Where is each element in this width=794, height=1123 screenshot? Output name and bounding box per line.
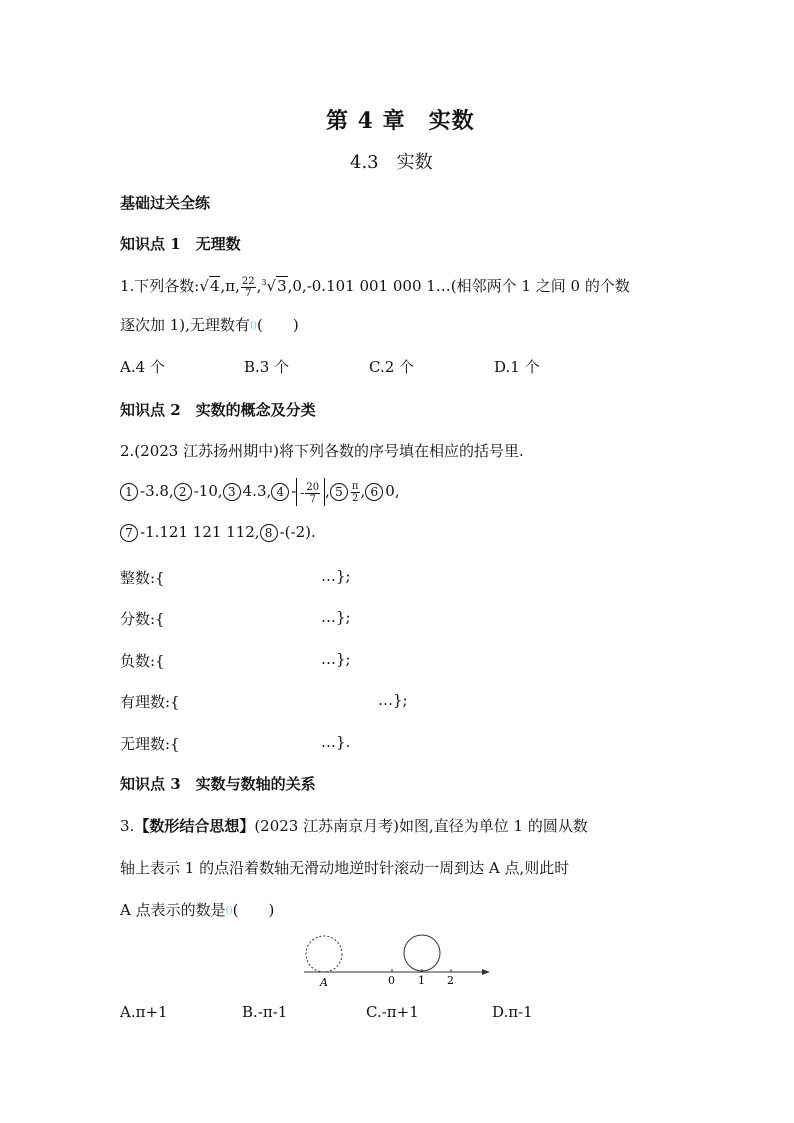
fraction-pi-2 — [351, 481, 360, 504]
knowledge-point-3: 知识点 3 实数与数轴的关系 — [120, 775, 316, 793]
q3-number: 3. — [120, 817, 135, 835]
q1-option-d[interactable]: D.1 个 — [494, 358, 540, 376]
q1-option-a[interactable]: A.4 个 — [120, 358, 165, 376]
sqrt-radicand: 4 — [209, 277, 220, 295]
q1-option-c[interactable]: C.2 个 — [369, 358, 415, 376]
category-irrational-label: 无理数:{ — [120, 735, 180, 753]
fraction-num: π — [351, 480, 359, 492]
fraction-den: 7 — [245, 287, 252, 299]
chapter-title: 第 4 章 实数 — [326, 108, 475, 134]
question-1-line-2 — [120, 314, 299, 335]
item-number-4: 4 — [271, 483, 289, 501]
q1-prefix: 1.下列各数: — [120, 277, 200, 295]
question-2-line-1: 2.(2023 江苏扬州期中)将下列各数的序号填在相应的括号里. — [120, 442, 524, 460]
category-negative-end: …}; — [321, 650, 351, 668]
cbrt-radicand: 3 — [277, 277, 287, 295]
category-irrational-end: …}. — [321, 733, 351, 751]
q3-option-c[interactable]: C.-π+1 — [366, 1003, 419, 1021]
category-rational-end: …}; — [378, 691, 408, 709]
answer-mark: () — [225, 906, 233, 916]
item-4-comma: , — [325, 482, 330, 500]
knowledge-point-2: 知识点 2 实数的概念及分类 — [120, 401, 316, 419]
item-value-3: 4.3, — [242, 482, 272, 500]
question-1-line-1: 1.下列各数:√4,π, $\frac{22}{7}$ ,$^3$√3,0,-0.101 001 000 1…(相邻两个 1 之间 0 的个数 — [120, 268, 630, 298]
question-3-line-3 — [120, 899, 274, 920]
q1-line2: 逐次加 1),无理数有 — [120, 316, 250, 334]
absolute-value — [296, 478, 325, 506]
item-value-8: -(-2). — [279, 523, 316, 541]
knowledge-point-1: 知识点 1 无理数 — [120, 235, 241, 253]
item-number-5: 5 — [330, 483, 348, 501]
q1-pi: ,π, — [220, 277, 240, 295]
fraction-20-7 — [305, 482, 320, 505]
axis-arrow — [482, 969, 490, 975]
category-rational-label: 有理数:{ — [120, 693, 180, 711]
question-2-items-line-2 — [120, 523, 316, 542]
category-integer-label: 整数:{ — [120, 569, 165, 587]
question-3-line-1 — [120, 815, 588, 836]
abs-inner-minus: - — [300, 486, 305, 500]
item-number-6: 6 — [365, 483, 383, 501]
category-negative-label: 负数:{ — [120, 652, 165, 670]
sqrt-symbol: √4 — [199, 277, 220, 295]
category-fraction-end: …}; — [321, 608, 351, 626]
q3-tag: 【数形结合思想】 — [134, 817, 255, 835]
item-number-2: 2 — [174, 483, 192, 501]
fraction-den: 2 — [352, 492, 359, 504]
q1-option-b[interactable]: B.3 个 — [244, 358, 290, 376]
question-2-items-line — [120, 474, 400, 508]
cbrt-index: 3 — [261, 278, 267, 287]
q3-line3: A 点表示的数是 — [120, 901, 226, 919]
item-number-8: 8 — [260, 524, 278, 542]
fraction-den: 7 — [309, 493, 316, 505]
item-value-2: -10, — [193, 482, 223, 500]
item-value-6: 0, — [385, 482, 400, 500]
cbrt-symbol: √3 — [266, 277, 287, 295]
item-value-1: -3.8, — [140, 482, 174, 500]
q3-option-a[interactable]: A.π+1 — [120, 1003, 168, 1021]
category-integer-end: …}; — [321, 567, 351, 585]
label-a: A — [320, 976, 328, 989]
fraction-num: 22 — [241, 275, 255, 287]
question-3-line-2: 轴上表示 1 的点沿着数轴无滑动地逆时针滚动一周到达 A 点,则此时 — [120, 859, 570, 877]
q3-line1-rest: (2023 江苏南京月考)如图,直径为单位 1 的圆从数 — [254, 817, 588, 835]
answer-mark: () — [249, 321, 257, 331]
item-number-7: 7 — [120, 524, 138, 542]
label-0: 0 — [388, 974, 395, 987]
label-2: 2 — [447, 974, 454, 987]
item-value-7: -1.121 121 112, — [140, 523, 260, 541]
category-fraction-label: 分数:{ — [120, 610, 165, 628]
item-number-1: 1 — [120, 483, 138, 501]
q3-option-b[interactable]: B.-π-1 — [242, 1003, 288, 1021]
label-1: 1 — [418, 974, 425, 987]
part-title: 基础过关全练 — [120, 194, 211, 212]
fraction-num: 20 — [306, 481, 320, 493]
dashed-circle — [306, 936, 342, 972]
answer-paren: ( ) — [232, 901, 275, 919]
q1-rest: ,0,-0.101 001 000 1…(相邻两个 1 之间 0 的个数 — [287, 277, 630, 295]
answer-paren: ( ) — [256, 316, 299, 334]
item-4-minus: - — [291, 482, 297, 500]
item-5-comma: , — [360, 482, 366, 500]
item-number-3: 3 — [223, 483, 241, 501]
solid-circle — [404, 935, 440, 971]
section-title: 4.3 实数 — [350, 152, 433, 173]
fraction-22-7 — [241, 276, 256, 299]
number-line-figure — [296, 930, 496, 992]
q3-option-d[interactable]: D.π-1 — [492, 1003, 533, 1021]
